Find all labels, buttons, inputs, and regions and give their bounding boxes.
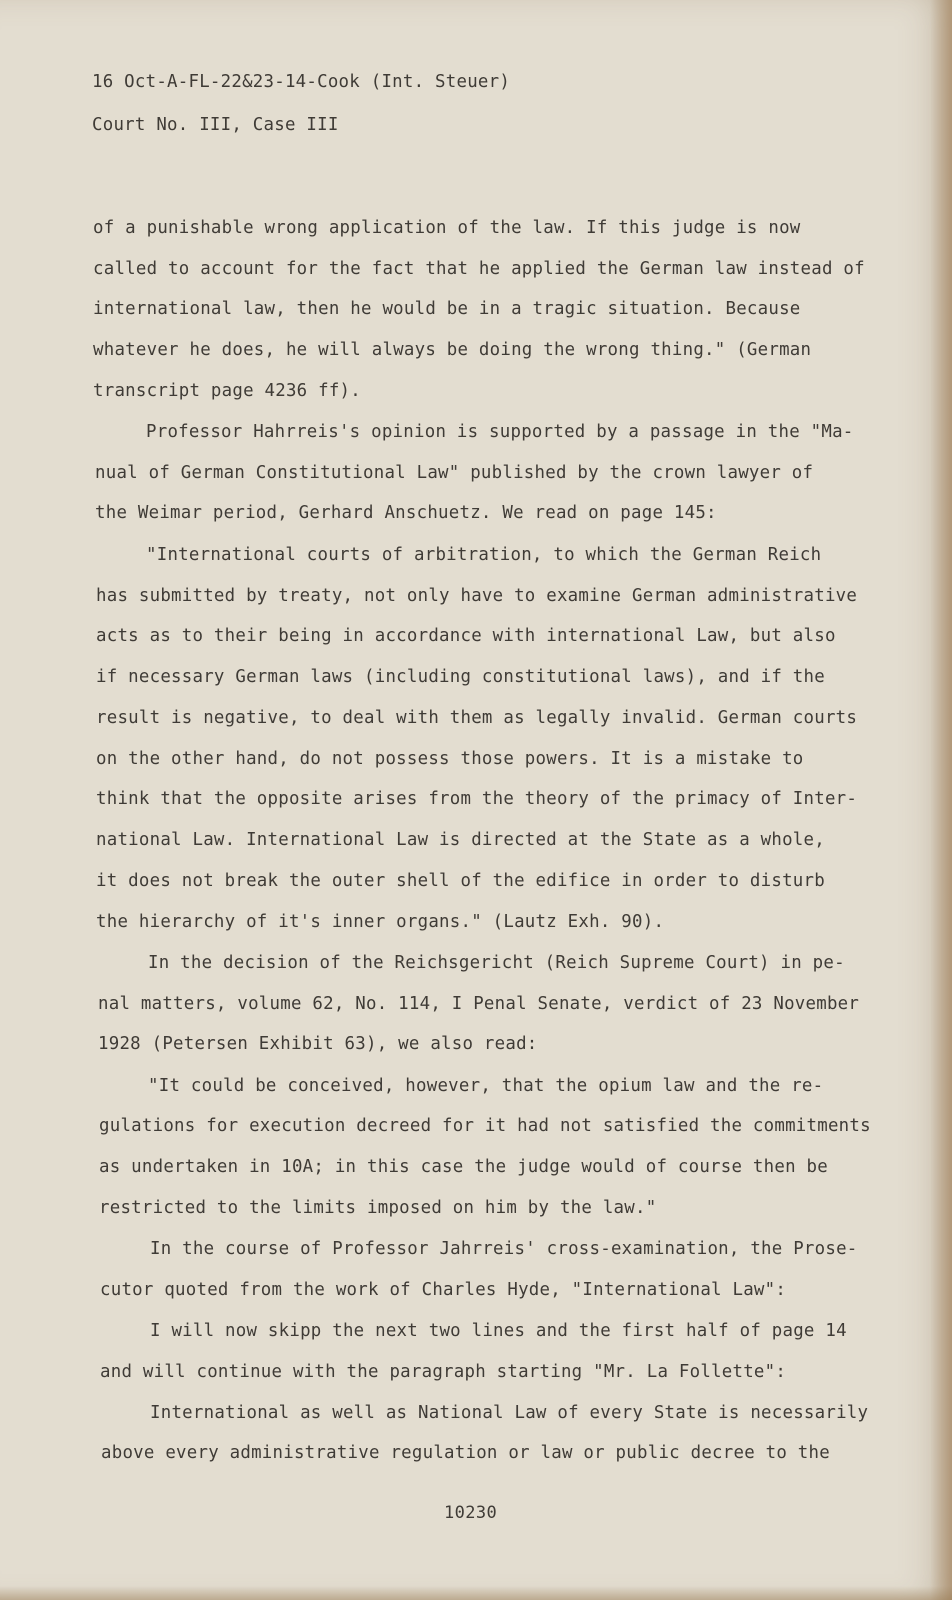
body-line: Professor Hahrreis's opinion is supported by a passage in the "Ma- [146,422,854,442]
quote-line: restricted to the limits imposed on him by the law." [99,1198,657,1218]
body-line: cutor quoted from the work of Charles Hyde, "International Law": [100,1280,787,1300]
body-line: the Weimar period, Gerhard Anschuetz. We read on page 145: [95,503,717,523]
quote-line: has submitted by treaty, not only have to examine German administrative [96,586,858,606]
body-line: and will continue with the paragraph starting "Mr. La Follette": [100,1362,787,1382]
body-line: 1928 (Petersen Exhibit 63), we also read: [98,1034,538,1054]
body-line: whatever he does, he will always be doing the wrong thing." (German [93,340,812,360]
quote-line: national Law. International Law is directed at the State as a whole, [96,830,825,850]
body-line: transcript page 4236 ff). [93,381,362,401]
body-line: above every administrative regulation or law or public decree to the [101,1443,830,1463]
quote-line: as undertaken in 10A; in this case the judge would of course then be [99,1157,828,1177]
body-line: nal matters, volume 62, No. 114, I Penal Senate, verdict of 23 November [98,994,860,1014]
body-line: International as well as National Law of every State is necessarily [150,1403,869,1423]
quote-line: "International courts of arbitration, to which the German Reich [146,545,822,565]
body-line: I will now skipp the next two lines and the first half of page 14 [150,1321,847,1341]
body-line: international law, then he would be in a tragic situation. Because [93,299,801,319]
quote-line: if necessary German laws (including constitutional laws), and if the [96,667,825,687]
body-line: In the decision of the Reichsgericht (Reich Supreme Court) in pe- [148,953,845,973]
quote-line: on the other hand, do not possess those powers. It is a mistake to [96,749,804,769]
body-line: of a punishable wrong application of the law. If this judge is now [93,218,801,238]
quote-line: result is negative, to deal with them as legally invalid. German courts [96,708,858,728]
body-line: In the course of Professor Jahrreis' cross-examination, the Prose- [150,1239,858,1259]
quote-line: think that the opposite arises from the theory of the primacy of Inter- [96,789,858,809]
header-session-line: 16 Oct-A-FL-22&23-14-Cook (Int. Steuer) [92,72,511,92]
body-line: nual of German Constitutional Law" published by the crown lawyer of [95,463,814,483]
header-court-line: Court No. III, Case III [92,115,339,135]
paper-bottom-edge [0,1586,952,1600]
quote-line: gulations for execution decreed for it had not satisfied the commitments [99,1116,871,1136]
quote-line: "It could be conceived, however, that the opium law and the re- [148,1076,824,1096]
paper-edge-shadow [930,0,952,1600]
quote-line: the hierarchy of it's inner organs." (Lautz Exh. 90). [96,912,665,932]
body-line: called to account for the fact that he applied the German law instead of [93,259,865,279]
quote-line: acts as to their being in accordance with international Law, but also [96,626,836,646]
quote-line: it does not break the outer shell of the edifice in order to disturb [96,871,825,891]
page-number: 10230 [444,1503,498,1523]
